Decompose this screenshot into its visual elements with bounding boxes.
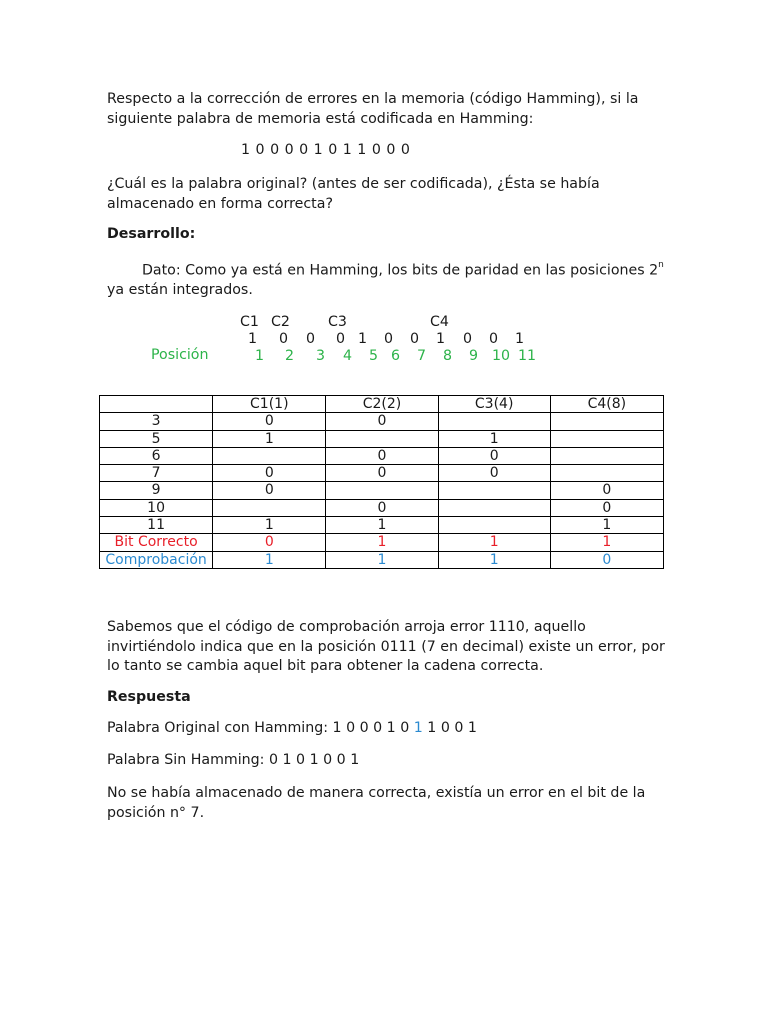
table-cell: 0 <box>550 551 663 568</box>
question-paragraph: Respecto a la corrección de errores en la memoria (código Hamming), si la siguiente palabra de memoria está codificada en Hamming: <box>107 91 639 127</box>
question-paragraph-2: ¿Cuál es la palabra original? (antes de ser codificada), ¿Ésta se había almacenado en forma correcta? <box>107 176 600 212</box>
table-cell <box>213 447 326 464</box>
bit-value: 1 <box>436 331 446 347</box>
table-header-row <box>100 396 664 413</box>
table-cell: 0 <box>326 413 438 430</box>
sin-hamming-line: Palabra Sin Hamming: 0 1 0 1 0 0 1 <box>107 752 360 768</box>
position-number: 10 <box>492 348 511 364</box>
bit-value: 0 <box>306 331 316 347</box>
table-cell: 0 <box>438 447 550 464</box>
bit-value: 1 <box>358 331 368 347</box>
table-cell: 1 <box>213 430 326 447</box>
table-cell: 6 <box>100 447 213 464</box>
table-cell: 0 <box>213 482 326 499</box>
table-cell <box>550 447 663 464</box>
table-cell: 7 <box>100 465 213 482</box>
table-cell: 9 <box>100 482 213 499</box>
table-cell: 10 <box>100 499 213 516</box>
parity-label-c3: C3 <box>328 314 347 330</box>
original-word-prefix: Palabra Original con Hamming: 1 0 0 0 1 0 <box>107 720 414 736</box>
table-cell <box>438 413 550 430</box>
table-cell: 1 <box>438 430 550 447</box>
original-word-line <box>107 720 477 736</box>
table-cell: 1 <box>326 517 438 534</box>
parity-label-c4: C4 <box>430 314 449 330</box>
position-number: 4 <box>343 348 353 364</box>
table-header-cell <box>100 396 213 413</box>
table-cell: 0 <box>550 482 663 499</box>
table-cell <box>213 499 326 516</box>
position-number: 7 <box>417 348 427 364</box>
table-row <box>100 517 664 534</box>
table-cell: 1 <box>550 534 663 551</box>
table-cell <box>326 482 438 499</box>
table-cell: 1 <box>326 551 438 568</box>
position-number: 8 <box>443 348 453 364</box>
bit-value: 1 <box>248 331 258 347</box>
dato-line-2: ya están integrados. <box>107 282 253 298</box>
bit-value: 0 <box>489 331 499 347</box>
table-cell <box>550 430 663 447</box>
table-cell: 0 <box>213 534 326 551</box>
table-cell <box>326 430 438 447</box>
table-cell: 0 <box>213 413 326 430</box>
bit-value: 0 <box>463 331 473 347</box>
position-number: 3 <box>316 348 326 364</box>
table-cell: 0 <box>438 465 550 482</box>
table-header-cell: C4(8) <box>550 396 663 413</box>
bit-value: 0 <box>336 331 346 347</box>
position-number: 5 <box>369 348 379 364</box>
parity-label-c1: C1 <box>240 314 259 330</box>
table-row-bit-correcto <box>100 534 664 551</box>
parity-label-c2: C2 <box>271 314 290 330</box>
table-cell: 0 <box>213 465 326 482</box>
table-cell: 1 <box>438 551 550 568</box>
table-row-comprobacion <box>100 551 664 568</box>
table-cell <box>438 499 550 516</box>
position-number: 6 <box>391 348 401 364</box>
table-cell <box>438 482 550 499</box>
table-cell: 5 <box>100 430 213 447</box>
table-cell: 1 <box>550 517 663 534</box>
table-header-cell: C3(4) <box>438 396 550 413</box>
table-cell <box>438 517 550 534</box>
table-cell: 1 <box>326 534 438 551</box>
original-word-suffix: 1 0 0 1 <box>422 720 477 736</box>
table-cell: 0 <box>326 499 438 516</box>
table-cell: 0 <box>326 447 438 464</box>
conclusion-paragraph: No se había almacenado de manera correcta, existía un error en el bit de la posición n° 7. <box>107 785 646 821</box>
code-word: 1 0 0 0 0 1 0 1 1 0 0 0 <box>241 142 410 158</box>
position-label: Posición <box>151 347 209 363</box>
table-row <box>100 499 664 516</box>
position-number: 9 <box>469 348 479 364</box>
dato-superscript: n <box>658 260 664 270</box>
analysis-paragraph: Sabemos que el código de comprobación arroja error 1110, aquello invirtiéndolo indica que en la posición 0111 (7 en decimal) existe un error, por lo tanto se cambia aquel bit para obtener la cadena correcta. <box>107 619 665 674</box>
bit-value: 0 <box>410 331 420 347</box>
hamming-table <box>99 395 664 569</box>
table-row <box>100 465 664 482</box>
table-cell: 1 <box>213 517 326 534</box>
position-number: 11 <box>518 348 537 364</box>
original-word-corrected-bit: 1 <box>413 720 423 736</box>
table-row <box>100 447 664 464</box>
table-row <box>100 413 664 430</box>
table-cell: Comprobación <box>100 551 213 568</box>
table-cell <box>550 465 663 482</box>
position-number: 2 <box>285 348 295 364</box>
table-header-cell: C2(2) <box>326 396 438 413</box>
bit-value: 0 <box>279 331 289 347</box>
table-cell: 1 <box>438 534 550 551</box>
bit-value: 1 <box>515 331 525 347</box>
dato-line <box>142 262 664 279</box>
table-cell: 11 <box>100 517 213 534</box>
table-cell: 3 <box>100 413 213 430</box>
table-cell: 1 <box>213 551 326 568</box>
table-cell: 0 <box>326 465 438 482</box>
table-cell <box>550 413 663 430</box>
bit-value: 0 <box>384 331 394 347</box>
dato-text: Dato: Como ya está en Hamming, los bits de paridad en las posiciones 2 <box>142 262 659 279</box>
section-heading-desarrollo: Desarrollo: <box>107 226 196 242</box>
table-row <box>100 482 664 499</box>
table-header-cell: C1(1) <box>213 396 326 413</box>
section-heading-respuesta: Respuesta <box>107 689 191 705</box>
table-row <box>100 430 664 447</box>
position-number: 1 <box>255 348 265 364</box>
table-cell: 0 <box>550 499 663 516</box>
table-cell: Bit Correcto <box>100 534 213 551</box>
